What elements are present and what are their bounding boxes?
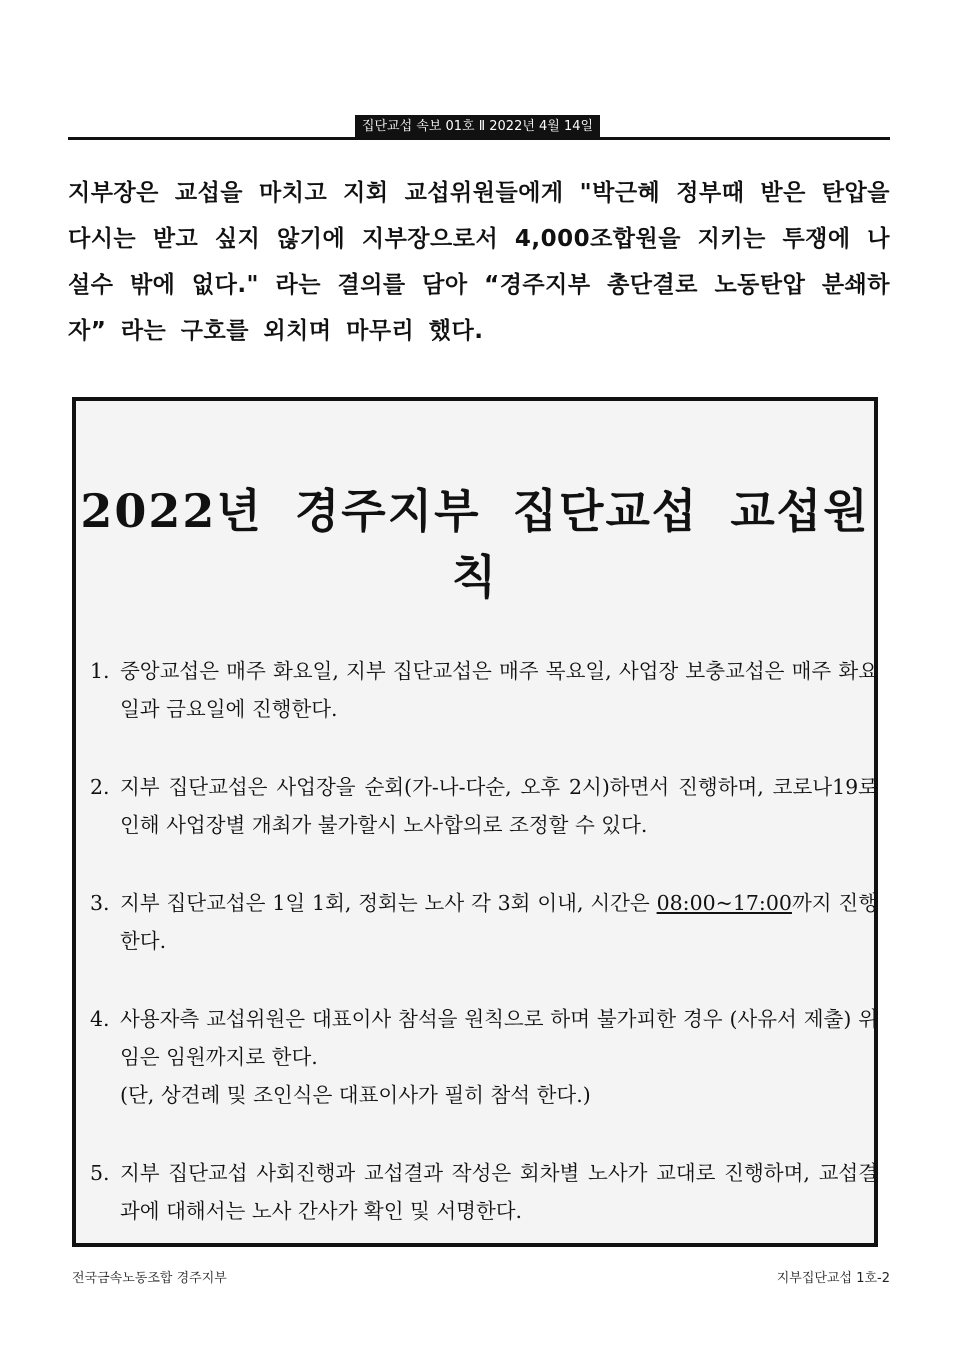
principles-list <box>90 652 878 1270</box>
principle-number: 4. <box>90 1007 110 1031</box>
footer-organization: 전국금속노동조합 경주지부 <box>72 1271 227 1286</box>
intro-paragraph: 지부장은 교섭을 마치고 지회 교섭위원들에게 "박근혜 정부때 받은 탄압을 다시는 받고 싶지 않기에 지부장으로서 4,000조합원을 지키는 투쟁에 나설수 밖에 없다." 라는 결의를 담아 “경주지부 총단결로 노동탄압 분쇄하자” 라는 구호를 외치며 마무리 했다. <box>68 180 890 344</box>
principle-item-2 <box>90 768 878 844</box>
principle-item-1 <box>90 652 878 728</box>
principle-number: 2. <box>90 775 110 799</box>
principle-text-end: 까지 진행한다. <box>120 891 879 953</box>
principle-text: 중앙교섭은 매주 화요일, 지부 집단교섭은 매주 목요일, 사업장 보충교섭은 매주 화요일과 금요일에 진행한다. <box>120 659 878 721</box>
principle-number: 3. <box>90 891 110 915</box>
principles-title: 2022년 경주지부 집단교섭 교섭원칙 <box>80 484 870 604</box>
principle-text: 사용자측 교섭위원은 대표이사 참석을 원칙으로 하며 불가피한 경우 (사유서 제출) 위임은 임원까지로 한다. <box>120 1007 878 1069</box>
principle-item-4 <box>90 1000 878 1114</box>
principle-text: 지부 집단교섭은 사업장을 순회(가-나-다순, 오후 2시)하면서 진행하며, 코로나19로 인해 사업장별 개최가 불가할시 노사합의로 조정할 수 있다. <box>120 775 878 837</box>
principle-number: 1. <box>90 659 110 683</box>
footer-page-label: 지부집단교섭 1호-2 <box>776 1271 890 1286</box>
principle-text <box>120 884 878 960</box>
principle-note: (단, 상견례 및 조인식은 대표이사가 필히 참석 한다.) <box>120 1083 591 1107</box>
principle-number: 5. <box>90 1161 110 1185</box>
bulletin-header-tag: 집단교섭 속보 01호 Ⅱ 2022년 4월 14일 <box>355 115 600 139</box>
principle-text-start: 지부 집단교섭은 1일 1회, 정회는 노사 각 3회 이내, 시간은 <box>120 891 657 915</box>
principle-item-3 <box>90 884 878 960</box>
header-divider <box>68 137 890 140</box>
principle-text: 지부 집단교섭 사회진행과 교섭결과 작성은 회차별 노사가 교대로 진행하며, 교섭결과에 대해서는 노사 간사가 확인 및 서명한다. <box>120 1161 878 1223</box>
negotiation-hours: 08:00~17:00 <box>656 891 792 915</box>
principle-item-5 <box>90 1154 878 1230</box>
